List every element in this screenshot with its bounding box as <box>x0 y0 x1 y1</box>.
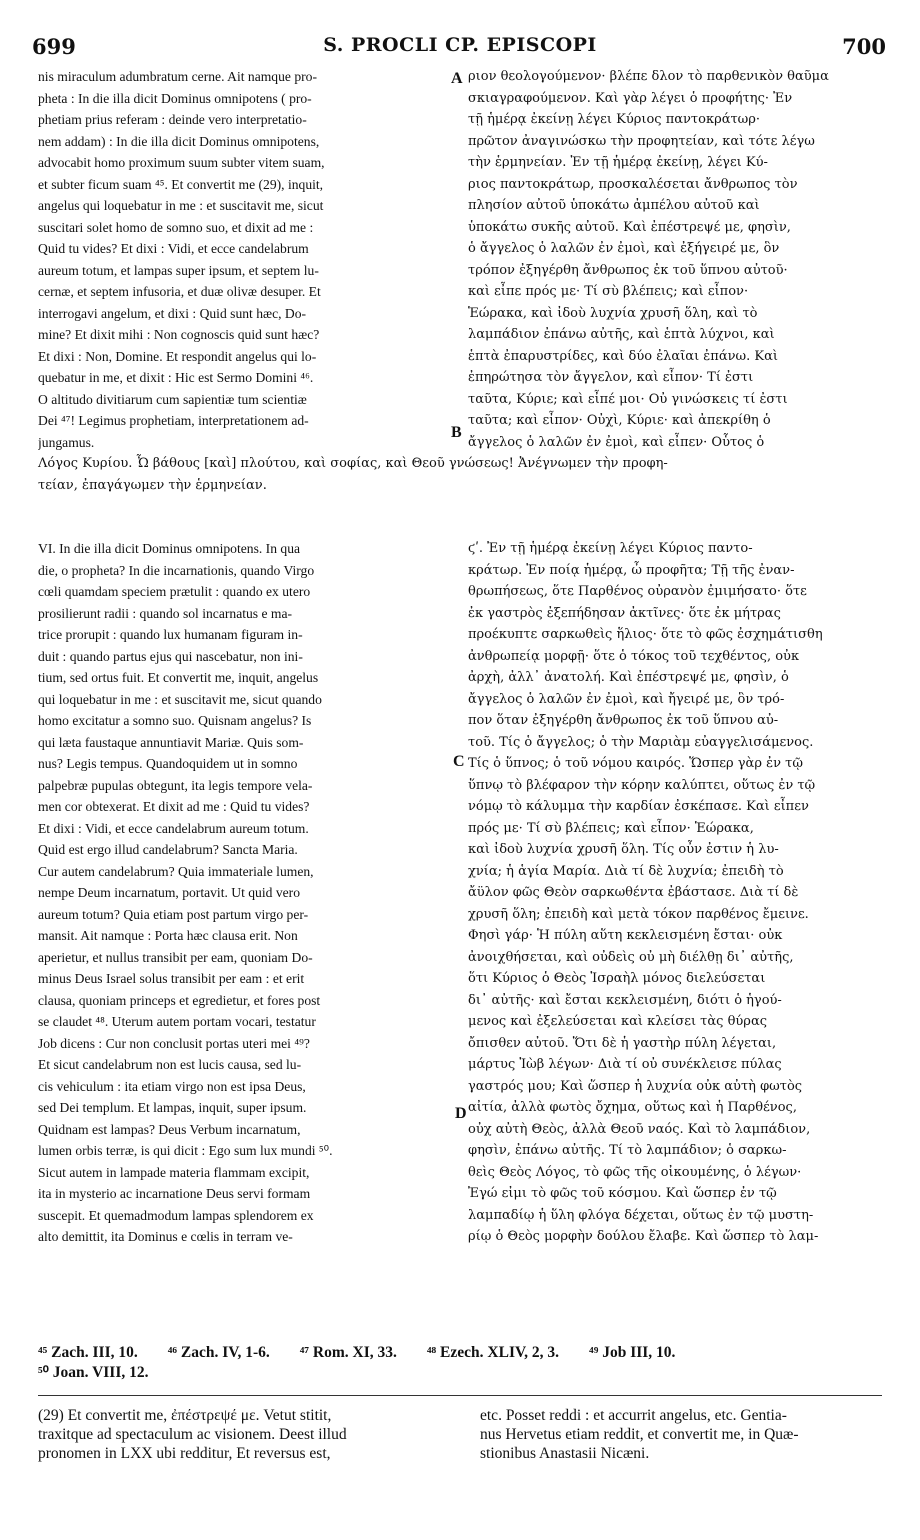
text-line: suscepit. Et quemadmodum lampas splendorem ex <box>38 1207 314 1223</box>
text-line: τῇ ἡμέρᾳ ἐκείνῃ λέγει Κύριος παντοκράτωρ· <box>468 112 761 127</box>
text-line: aureum totum, et lampas super ipsum, et septem lu- <box>38 262 319 278</box>
text-line: cœli quamdam speciem prætulit : quando ex utero <box>38 584 311 599</box>
text-line: ὕπνῳ τὸ βλέφαρον τὴν κόρην καλύπτει, οὕτως ἐν τῷ <box>468 777 816 793</box>
text-line: suscitari solet homo de somno suo, et dixit ad me : <box>38 219 314 235</box>
margin-marker-d: D <box>455 1105 467 1122</box>
text-line: nis miraculum adumbratum cerne. Ait namque pro- <box>38 69 317 84</box>
text-line: ἄγγελος ὁ λαλῶν ἐν ἐμοὶ, καὶ ἤγειρέ με, ὃν τρό- <box>468 691 785 707</box>
text-line: ὅτι Κύριος ὁ Θεὸς Ἰσραὴλ μόνος διελεύσεται <box>468 971 766 986</box>
text-line: palpebræ pupulas obtegunt, ita legis tempore vela- <box>38 777 313 793</box>
text-line: ἀνοιχθήσεται, καὶ οὐδεὶς οὐ μὴ διέλθῃ δι᾽ αὐτῆς, <box>468 949 794 965</box>
text-line: Ἐγώ εἰμι τὸ φῶς τοῦ κόσμου. Καὶ ὥσπερ ἐν τῷ <box>468 1186 777 1201</box>
text-line: ριον θεολογούμενον· βλέπε δλον τὸ παρθενικὸν θαῦμα <box>468 69 829 84</box>
text-line: die, o propheta? In die incarnationis, quando Virgo <box>38 562 315 578</box>
text-line: προέκυπτε σαρκωθεὶς ἥλιος· ὅτε τὸ φῶς ἐσχημάτισθη <box>468 627 823 642</box>
text-line: aureum totum? Quia etiam post partum virgo per- <box>38 906 309 922</box>
text-line: alto demittit, ita Dominus e cœlis in terram ve- <box>38 1229 293 1244</box>
note-line: traxitque ad spectaculum ac visionem. Deest illud <box>38 1426 347 1443</box>
text-line: ὑποκάτω συκῆς αὐτοῦ. Καὶ ἐπέστρεψέ με, φησὶν, <box>468 219 791 235</box>
note-line: stionibus Anastasii Nicæni. <box>480 1445 650 1462</box>
text-line: Quidnam est lampas? Deus Verbum incarnatum, <box>38 1121 301 1137</box>
text-line: τοῦ. Τίς ὁ ἄγγελος; ὁ τὴν Μαριὰμ εὐαγγελισάμενος. <box>468 734 814 750</box>
text-line: τείαν, ἐπαγάγωμεν τὴν ἑρμηνείαν. <box>38 477 267 493</box>
footnotes <box>38 1343 888 1383</box>
footnote-reference: ⁴⁸ Ezech. XLIV, 2, 3. <box>426 1344 560 1361</box>
text-line: ἄγγελος ὁ λαλῶν ἐν ἐμοὶ, καὶ εἶπεν· Οὗτος ὁ <box>468 434 765 450</box>
text-line: πρός με· Τί σὺ βλέπεις; καὶ εἶπον· Ἑώρακα, <box>468 820 754 836</box>
text-line: ἑπτὰ ἐπαρυστρίδες, καὶ δύο ἐλαῖαι ἐπάνω. Καὶ <box>468 348 778 364</box>
footnote-reference: ⁴⁷ Rom. XI, 33. <box>299 1344 397 1361</box>
text-line: τρόπον ἐξηγέρθη ἄνθρωπος ἐκ τοῦ ὕπνου αὐτοῦ· <box>468 262 788 278</box>
text-line: mine? Et dixit mihi : Non cognoscis quid sunt hæc? <box>38 327 320 342</box>
text-line: jungamus. <box>38 434 95 450</box>
text-line: nem addam) : In die illa dicit Dominus omnipotens, <box>38 133 320 149</box>
text-line: sed Dei templum. Et lampas, inquit, super ipsum. <box>38 1100 307 1115</box>
footnotes-row-2 <box>38 1363 888 1383</box>
footnote-reference: ⁴⁵ Zach. III, 10. <box>38 1344 138 1361</box>
text-line: μάρτυς Ἰὼβ λέγων· Διὰ τί οὐ συνέκλεισε πύλας <box>468 1057 782 1072</box>
text-line: men cor obtexerat. Et dixit ad me : Quid tu vides? <box>38 799 310 814</box>
text-line: ταῦτα; καὶ εἶπον· Οὐχὶ, Κύριε· καὶ ἀπεκρίθη ὁ <box>468 413 771 428</box>
page-number-left: 699 <box>32 34 76 59</box>
text-line: καὶ ἰδοὺ λυχνία χρυσῆ ὅλη. Τίς οὖν ἐστιν ἡ λυ- <box>468 842 779 857</box>
running-title: S. PROCLI CP. EPISCOPI <box>323 34 597 56</box>
text-line: κράτωρ. Ἐν ποίᾳ ἡμέρᾳ, ὦ προφῆτα; Τῇ τῆς ἐναν- <box>468 562 795 578</box>
text-line: μενος καὶ ἐξελεύσεται καὶ κλείσει τὰς θύρας <box>468 1014 767 1029</box>
text-line: ἀνθρωπείᾳ μορφῇ· ὅτε ὁ τόκος τοῦ τεχθέντος, οὐκ <box>468 648 800 664</box>
footnote-reference: ⁴⁶ Zach. IV, 1-6. <box>167 1344 270 1361</box>
text-line: σκιαγραφούμενον. Καὶ γὰρ λέγει ὁ προφήτης· Ἐν <box>468 90 793 106</box>
text-line: advocabit homo proximum suum subter vitem suam, <box>38 155 325 170</box>
note-line: nus Hervetus etiam reddit, et convertit me, in Quæ- <box>480 1426 799 1443</box>
text-line: Sicut autem in lampade materia flammam excipit, <box>38 1164 310 1180</box>
text-line: λαμπάδιον ἐπάνω αὐτῆς, καὶ ἑπτὰ λύχνοι, καὶ <box>468 327 775 342</box>
text-line: duit : quando partus ejus qui nascebatur, non ini- <box>38 648 303 664</box>
text-line: clausa, quoniam princeps et egredietur, et fores post <box>38 992 321 1008</box>
note-line: pronomen in LXX ubi redditur, Et reversus est, <box>38 1445 331 1462</box>
text-line: aperietur, et nullus transibit per eam, quoniam Do- <box>38 949 313 965</box>
text-line: qui læta faustaque annuntiavit Mariæ. Quis som- <box>38 734 304 750</box>
text-line: ἐπηρώτησα τὸν ἄγγελον, καὶ εἶπον· Τί ἐστι <box>468 370 754 385</box>
text-line: angelus qui loquebatur in me : et suscitavit me, sicut <box>38 198 324 213</box>
text-line: θεὶς Θεὸς Λόγος, τὸ φῶς τῆς οἰκουμένης, ὁ λέγων· <box>468 1164 802 1180</box>
text-line: φησὶν, ἐπάνω αὐτῆς. Τί τὸ λαμπάδιον; ὁ σαρκω- <box>468 1143 787 1158</box>
text-line: interrogavi angelum, et dixi : Quid sunt hæc, Do- <box>38 305 307 321</box>
text-line: Quid est ergo illud candelabrum? Sancta Maria. <box>38 842 298 857</box>
text-line: tium, sed ortus fuit. Et convertit me, inquit, angelus <box>38 670 319 685</box>
footnote-divider <box>38 1395 882 1396</box>
text-line: mansit. Ait namque : Porta hæc clausa erit. Non <box>38 928 298 943</box>
text-line: cernæ, et septem infusoria, et duæ olivæ desuper. Et <box>38 284 321 299</box>
margin-marker-b: B <box>451 424 462 441</box>
text-line: pheta : In die illa dicit Dominus omnipotens ( pro- <box>38 90 312 106</box>
text-line: Job dicens : Cur non conclusit portas uteri mei ⁴⁹? <box>38 1035 310 1051</box>
text-line: ριος παντοκράτωρ, προσκαλέσεται ἄνθρωπος τὸν <box>468 176 798 192</box>
text-line: αἰτία, ἀλλὰ φωτὸς ὄχημα, οὕτως καὶ ἡ Παρθένος, <box>468 1100 797 1115</box>
note-line: (29) Et convertit me, ἐπέστρεψέ με. Vetut stitit, <box>38 1407 332 1424</box>
text-line: Dei ⁴⁷! Legimus prophetiam, interpretationem ad- <box>38 413 309 428</box>
text-line: Ἑώρακα, καὶ ἰδοὺ λυχνία χρυσῆ ὅλη, καὶ τὸ <box>468 305 758 321</box>
text-line: ὄπισθεν αὐτοῦ. Ὅτι δὲ ἡ γαστὴρ πύλη λέγεται, <box>468 1035 777 1051</box>
text-line: trice prorupit : quando lux humanam figuram in- <box>38 627 303 642</box>
latin-column-top <box>38 66 450 453</box>
text-line: ρίῳ ὁ Θεὸς μορφὴν δούλου ἔλαβε. Καὶ ὥσπερ τὸ λαμ- <box>468 1229 819 1244</box>
text-line: et subter ficum suam ⁴⁵. Et convertit me (29), inquit, <box>38 176 324 192</box>
text-line: minus Deus Israel solus transibit per eam : et erit <box>38 971 305 986</box>
text-line: ἀρχὴ, ἀλλ᾽ ἀνατολή. Καὶ ἐπέστρεψέ με, φησὶν, ὁ <box>468 670 789 685</box>
text-line: γαστρός μου; Καὶ ὥσπερ ἡ λυχνία οὐκ αὐτὴ φωτὸς <box>468 1078 803 1094</box>
text-line: Et dixi : Non, Domine. Et respondit angelus qui lo- <box>38 348 317 364</box>
text-line: Τίς ὁ ὕπνος; ὁ τοῦ νόμου καιρός. Ὥσπερ γὰρ ἐν τῷ <box>468 756 803 771</box>
page-header <box>30 34 890 60</box>
text-line: prosilierunt radii : quando sol incarnatus e ma- <box>38 605 293 621</box>
text-line: ἄϋλον φῶς Θεὸν σαρκωθέντα ἐβάστασε. Διὰ τί δὲ <box>468 885 799 900</box>
text-line: πλησίον αὐτοῦ ὑποκάτω ἀμπέλου αὐτοῦ καὶ <box>468 198 760 213</box>
text-line: ὁ ἄγγελος ὁ λαλῶν ἐν ἐμοὶ, καὶ ἐξήγειρέ με, ὃν <box>468 241 780 256</box>
greek-column-bottom <box>468 538 882 1248</box>
margin-marker-c: C <box>453 753 465 770</box>
footnote-reference: ⁴⁹ Job III, 10. <box>589 1344 676 1361</box>
margin-marker-a: A <box>451 70 463 87</box>
text-line: νόμῳ τὸ κάλυμμα τὴν καρδίαν ἐσκέπασε. Καὶ εἶπεν <box>468 799 809 814</box>
footnote-reference: ⁵⁰ Joan. VIII, 12. <box>38 1364 149 1381</box>
text-line: quebatur in me, et dixit : Hic est Sermo Domini ⁴⁶. <box>38 370 314 385</box>
text-line: πον ὅταν ἐξηγέρθη ἄνθρωπος ἐκ τοῦ ὕπνου αὐ- <box>468 713 779 728</box>
page-number-right: 700 <box>842 34 886 59</box>
text-line: phetiam prius referam : deinde vero interpretatio- <box>38 112 307 127</box>
text-line: se claudet ⁴⁸. Uterum autem portam vocari, testatur <box>38 1014 316 1029</box>
text-line: cis vehiculum : ita etiam virgo non est ipsa Deus, <box>38 1078 306 1094</box>
text-line: Et sicut candelabrum non est lucis causa, sed lu- <box>38 1057 302 1072</box>
text-line: homo excitatur a somno suo. Quisnam angelus? Is <box>38 713 312 728</box>
text-line: ϛʹ. Ἐν τῇ ἡμέρᾳ ἐκείνῃ λέγει Κύριος παντο- <box>468 541 753 556</box>
text-line: καὶ εἶπε πρός με· Τί σὺ βλέπεις; καὶ εἶπον· <box>468 284 749 299</box>
commentary-note-left <box>38 1406 458 1463</box>
text-line: δι᾽ αὐτῆς· καὶ ἔσται κεκλεισμένη, διότι ὁ ἡγού- <box>468 992 782 1008</box>
text-line: χνία; ἡ ἁγία Μαρία. Διὰ τί δὲ λυχνία; ἐπειδὴ τὸ <box>468 863 784 879</box>
greek-column-top <box>468 66 882 453</box>
text-line: VI. In die illa dicit Dominus omnipotens. In qua <box>38 541 301 556</box>
text-line: ταῦτα, Κύριε; καὶ εἶπέ μοι· Οὐ γινώσκεις τί ἐστι <box>468 391 788 407</box>
text-line: Quid tu vides? Et dixi : Vidi, et ecce candelabrum <box>38 241 309 256</box>
text-line: οὐχ αὐτὴ Θεὸς, ἀλλὰ Θεοῦ ναός. Καὶ τὸ λαμπάδιον, <box>468 1121 811 1137</box>
greek-fullwidth-text <box>38 453 880 496</box>
text-line: πρῶτον ἀναγινώσκω τὴν προφητείαν, καὶ τότε λέγω <box>468 133 815 149</box>
text-line: O altitudo divitiarum cum sapientiæ tum scientiæ <box>38 391 307 407</box>
text-line: ita in mysterio ac incarnatione Deus servi formam <box>38 1186 311 1201</box>
commentary-note-right <box>480 1406 882 1463</box>
latin-column-bottom <box>38 538 450 1248</box>
text-line: lumen orbis terræ, is qui dicit : Ego sum lux mundi ⁵⁰. <box>38 1143 333 1158</box>
text-line: qui loquebatur in me : et suscitavit me, sicut quando <box>38 691 322 707</box>
text-line: Et dixi : Vidi, et ecce candelabrum aureum totum. <box>38 820 309 836</box>
note-line: etc. Posset reddi : et accurrit angelus, etc. Gentia- <box>480 1407 787 1424</box>
text-line: χρυσῆ ὅλη; ἐπειδὴ καὶ μετὰ τόκον παρθένος ἔμεινε. <box>468 906 809 922</box>
text-line: ἐκ γαστρὸς ἐξεπήδησαν ἀκτῖνες· ὅτε ἐκ μήτρας <box>468 605 781 621</box>
text-line: τὴν ἑρμηνείαν. Ἐν τῇ ἡμέρᾳ ἐκείνῃ, λέγει Κύ- <box>468 155 768 170</box>
text-line: Λόγος Κυρίου. Ὦ βάθους [καὶ] πλούτου, καὶ σοφίας, καὶ Θεοῦ γνώσεως! Ἀνέγνωμεν τὴν προφη- <box>38 456 668 471</box>
text-line: Φησὶ γάρ· Ἡ πύλη αὕτη κεκλεισμένη ἔσται· οὐκ <box>468 928 783 943</box>
footnotes-row-1 <box>38 1343 888 1363</box>
text-line: nempe Deum incarnatum, portavit. Ut quid vero <box>38 885 300 900</box>
text-line: λαμπαδίῳ ἡ ὕλη φλόγα δέχεται, οὕτως ἐν τῷ μυστη- <box>468 1207 814 1223</box>
text-line: θρωπήσεως, ὅτε Παρθένος οὐρανὸν ἐμιμήσατο· ὅτε <box>468 584 807 599</box>
text-line: nus? Legis tempus. Quandoquidem ut in somno <box>38 756 298 771</box>
text-line: Cur autem candelabrum? Quia immateriale lumen, <box>38 863 314 879</box>
